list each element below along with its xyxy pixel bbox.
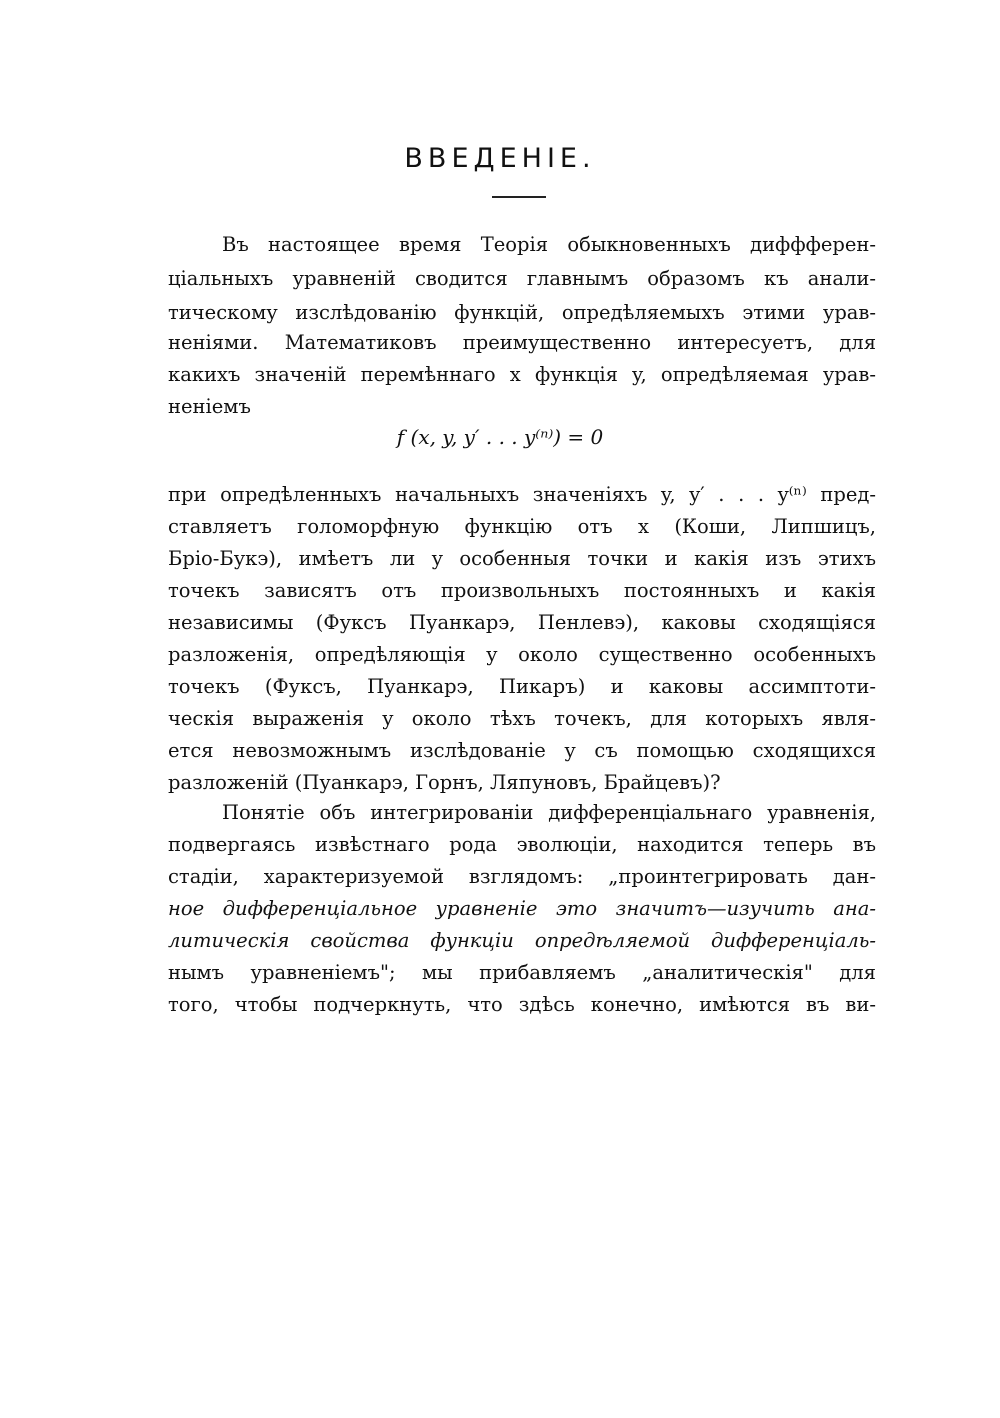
text-line: Въ настоящее время Теорія обыкновенныхъ диффферен-	[222, 233, 876, 256]
text-line: какихъ значеній перемѣннаго x функція y, опредѣляемая урав-	[168, 363, 876, 386]
text-line: ческія выраженія y около тѣхъ точекъ, для которыхъ явля-	[168, 707, 876, 730]
text-line: разложенія, опредѣляющія y около существенно особенныхъ	[168, 643, 876, 666]
text-line: Понятіе объ интегрированіи дифференціальнаго уравненія,	[222, 801, 876, 824]
text-line: подвергаясь извѣстнаго рода эволюціи, находится теперь въ	[168, 833, 876, 856]
text-line: того, чтобы подчеркнуть, что здѣсь конечно, имѣются въ ви-	[168, 993, 876, 1016]
text-line: независимы (Фуксъ Пуанкарэ, Пенлевэ), каковы сходящіяся	[168, 611, 876, 634]
text-line: разложеній (Пуанкарэ, Горнъ, Ляпуновъ, Брайцевъ)?	[168, 771, 721, 794]
text-line: литическія свойства функціи опредѣляемой дифференціаль-	[168, 929, 876, 952]
text-line: ціальныхъ уравненій сводится главнымъ образомъ къ анали-	[168, 267, 876, 290]
text-line: точекъ зависятъ отъ произвольныхъ постоянныхъ и какія	[168, 579, 876, 602]
equation: f (x, y, y′ . . . y⁽ⁿ⁾) = 0	[396, 425, 604, 449]
text-line: ставляетъ голоморфную функцію отъ x (Коши, Липшицъ,	[168, 515, 876, 538]
title-underline	[492, 196, 546, 198]
text-line: ное дифференціальное уравненіе это значитъ—изучить ана-	[168, 897, 876, 920]
text-line: стадіи, характеризуемой взглядомъ: „проинтегрировать дан-	[168, 865, 876, 888]
text-line: при опредѣленныхъ начальныхъ значеніяхъ y, y′ . . . y⁽ⁿ⁾ пред-	[168, 483, 876, 506]
text-line: ется невозможнымъ изслѣдованіе y съ помощью сходящихся	[168, 739, 876, 762]
text-line: неніями. Математиковъ преимущественно интересуетъ, для	[168, 331, 876, 354]
text-line: тическому изслѣдованію функцій, опредѣляемыхъ этими урав-	[168, 301, 876, 324]
text-line: Бріо-Букэ), имѣетъ ли y особенныя точки и какія изъ этихъ	[168, 547, 876, 570]
page-title: ВВЕДЕНІЕ.	[404, 143, 596, 174]
text-line: неніемъ	[168, 395, 251, 418]
text-line: точекъ (Фуксъ, Пуанкарэ, Пикаръ) и каковы ассимптоти-	[168, 675, 876, 698]
text-line: нымъ уравненіемъ"; мы прибавляемъ „аналитическія" для	[168, 961, 876, 984]
